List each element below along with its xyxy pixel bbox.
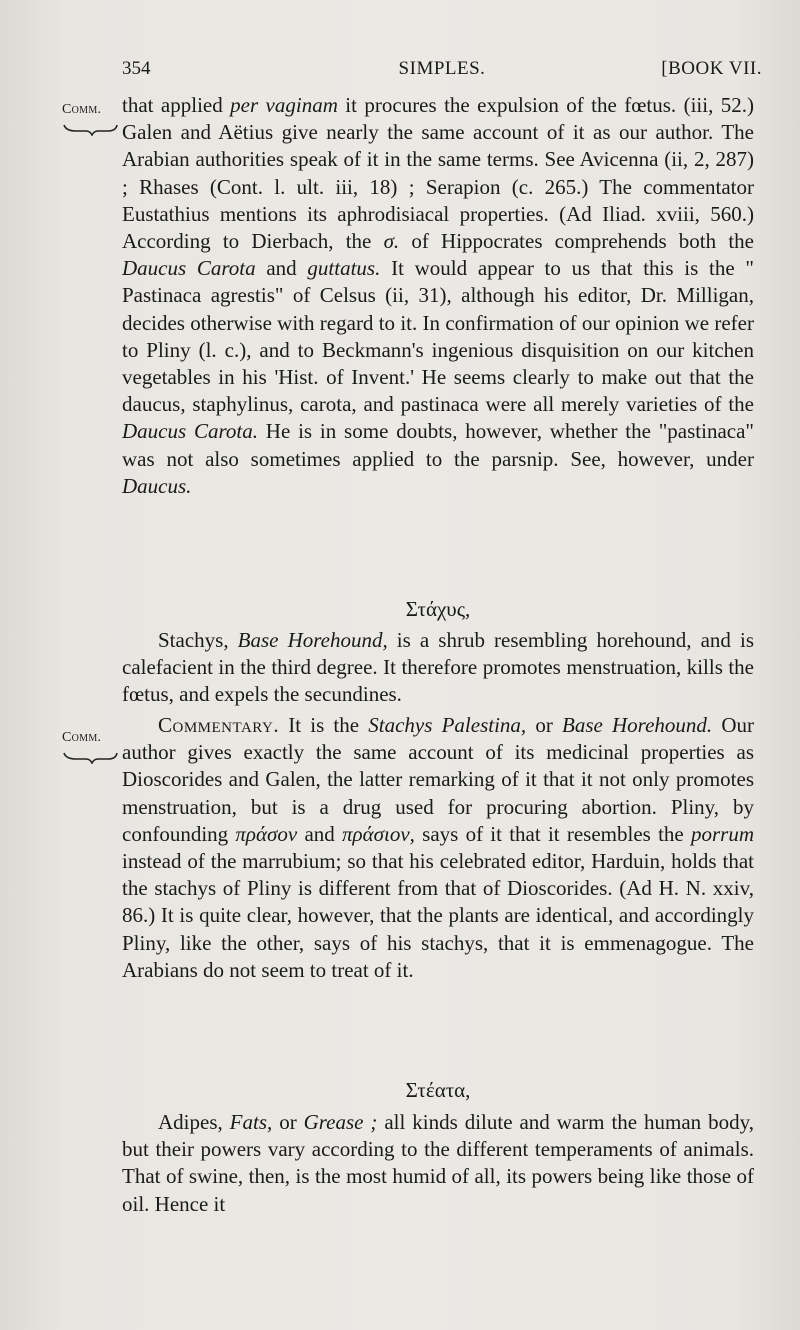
margin-brace-icon: [62, 122, 118, 136]
entry-heading-stachys: Στάχυς,: [405, 597, 471, 621]
commentary-lead: Commentary.: [158, 713, 280, 737]
paragraph-daucus-commentary: [122, 92, 754, 580]
italic-term: Fats,: [229, 1110, 273, 1134]
text-run: It is the: [279, 713, 369, 737]
text-run: Adipes,: [158, 1110, 230, 1134]
text-run: It would appear to us that this is the " Pastinaca agrestis" of Celsus (ii, 31), although his editor, Dr. Milligan, decides otherwise with regard to it. In confirmation of our opinion we refer to Pliny (l. c.), and to Beckmann's ingenious disquisition on our kitchen vegetables in his 'Hist. of Invent.' He seems clearly to make out that the daucus, staphylinus, carota, and pastinaca were all merely varieties of the: [122, 256, 754, 417]
text-run: all kinds dilute and warm the human body, but their powers vary according to the different temperaments of animals. That of swine, then, is the most humid of all, its powers being like those of oil. Hence it: [122, 1110, 754, 1216]
entry-heading-steata: Στέατα,: [405, 1078, 471, 1102]
page-header: [122, 58, 762, 84]
italic-term: porrum: [690, 821, 754, 846]
italic-term: πράσον: [235, 821, 298, 846]
italic-term: Daucus.: [122, 473, 192, 498]
text-run: instead of the marrubium; so that his celebrated editor, Harduin, holds that the stachys of Pliny is different from that of Dioscorides. (Ad H. N. xxiv, 86.) It is quite clear, however, that the plants are identical, and accordingly Pliny, like the other, says of his stachys, that it is emmenagogue. The Arabians do not seem to treat of it.: [122, 849, 754, 982]
italic-term: Base Horehound,: [237, 628, 388, 652]
page-number: 354: [122, 58, 151, 79]
margin-note-comm: Comm.: [62, 102, 102, 117]
text-run: Our author gives exactly the same account of its medicinal properties as Dioscorides and Galen, the latter remarking of it that it not only promotes menstruation, but is a drug used for procuring abortion. Pliny, by confounding: [122, 713, 754, 846]
italic-term: per vaginam: [230, 93, 338, 117]
italic-term: πράσιον,: [342, 821, 415, 846]
running-title: SIMPLES.: [398, 58, 486, 79]
italic-term: σ.: [383, 229, 400, 254]
italic-term: Stachys Palestina,: [368, 713, 527, 737]
text-run: or: [526, 713, 563, 737]
italic-term: Daucus Carota: [122, 256, 256, 281]
text-run: is a shrub resembling horehound, and is calefacient in the third degree. It therefore promotes menstruation, kills the fœtus, and expels the secundines.: [122, 628, 755, 707]
italic-term: Grease ;: [303, 1110, 378, 1134]
text-run: it procures the expulsion of the fœtus. (iii, 52.) Galen and Aëtius give nearly the same account of it as our author. The Arabian authorities speak of it in the same terms. See Avicenna (ii, 2, 287) ; Rhases (Cont. l. ult. iii, 18) ; Serapion (c. 265.) The commentator Eustathius mentions its aphrodisiacal properties. (Ad Iliad. xviii, 560.) According to Dierbach, the: [122, 93, 754, 254]
text-run: of Hippocrates comprehends both the: [399, 229, 754, 254]
margin-note-comm: Comm.: [62, 730, 102, 745]
text-run: Stachys,: [158, 628, 238, 652]
text-run: and: [255, 256, 308, 281]
text-run: says of it that it resembles the: [414, 821, 691, 846]
paragraph-stachys-commentary: [122, 712, 754, 1052]
text-run: He is in some doubts, however, whether the "pastinaca" was not also sometimes applied to the parsnip. See, however, under: [122, 419, 754, 471]
italic-term: Base Horehound.: [562, 713, 713, 737]
text-run: that applied: [122, 93, 231, 117]
italic-term: Daucus Carota.: [122, 419, 258, 444]
margin-brace-icon: [62, 750, 118, 764]
paragraph-fats: [122, 1109, 754, 1224]
text-run: or: [272, 1110, 304, 1134]
text-run: and: [297, 821, 343, 846]
italic-term: guttatus.: [307, 256, 381, 281]
book-label: [BOOK VII.: [661, 58, 762, 79]
paragraph-stachys: [122, 627, 754, 709]
